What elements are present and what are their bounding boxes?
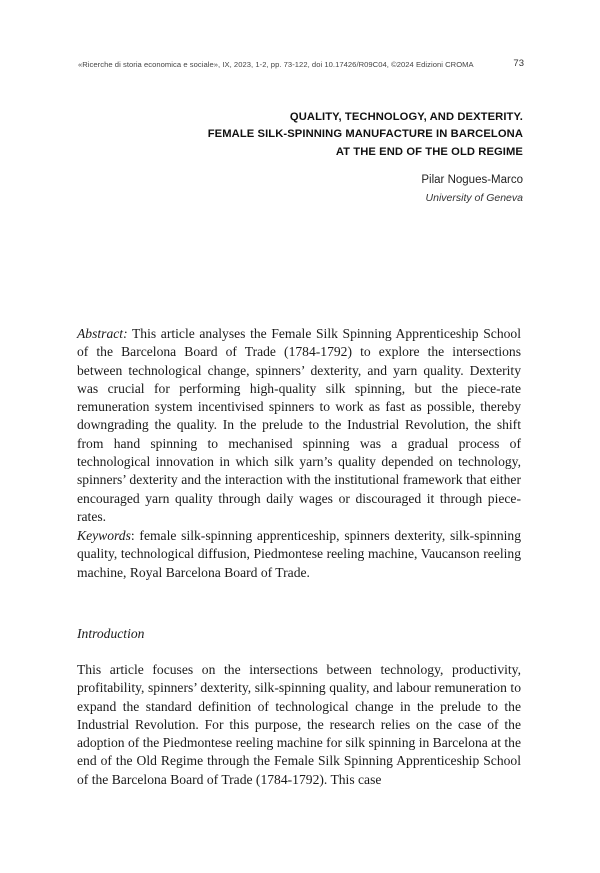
author-affiliation: University of Geneva (425, 192, 523, 204)
title-line-3: AT THE END OF THE OLD REGIME (335, 145, 523, 158)
keywords-text: : female silk-spinning apprenticeship, spinners dexterity, silk-spinning quality, technological diffusion, Piedmontese reeling machine, Vaucanson reeling machine, Royal Barcelona Board of Trade. (77, 528, 521, 580)
running-head: «Ricerche di storia economica e sociale», IX, 2023, 1-2, pp. 73-122, doi 10.17426/R09C04, ©2024 Edizioni CROMA (78, 60, 474, 69)
keywords-paragraph (77, 527, 521, 582)
abstract-text: This article analyses the Female Silk Spinning Apprenticeship School of the Barcelona Board of Trade (1784-1792) to explore the intersections between technological change, spinners’ dexterity, and yarn quality. Dexterity was crucial for performing high-quality silk spinning, but the piece-rate remuneration system incentivised spinners to work as fast as possible, thereby downgrading the quality. In the prelude to the Industrial Revolution, the shift from hand spinning to mechanised spinning was a gradual process of technological innovation in which silk yarn’s quality depended on technology, spinners’ dexterity and the interaction with the institutional framework that either encouraged yarn quality through daily wages or discouraged it through piece-rates. (77, 326, 521, 524)
title-line-1: QUALITY, TECHNOLOGY, AND DEXTERITY. (289, 111, 523, 123)
keywords-label: Keywords (77, 528, 131, 543)
article-title (63, 109, 523, 161)
introduction-paragraph: This article focuses on the intersections between technology, productivity, profitability, spinners’ dexterity, silk-spinning quality, and labour remuneration to expand the standard definition of technological change in the prelude to the Industrial Revolution. For this purpose, the research relies on the case of the adoption of the Piedmontese reeling machine for silk spinning in Barcelona at the end of the Old Regime through the Female Silk Spinning Apprenticeship School of the Barcelona Board of Trade (1784-1792). This case (77, 662, 521, 787)
abstract-label: Abstract: (77, 326, 128, 341)
author-name: Pilar Nogues-Marco (421, 174, 523, 186)
title-line-2: FEMALE SILK-SPINNING MANUFACTURE IN BARCELONA (207, 128, 523, 141)
section-heading-introduction: Introduction (77, 626, 145, 641)
abstract-paragraph (77, 325, 521, 526)
page-number: 73 (513, 58, 524, 69)
